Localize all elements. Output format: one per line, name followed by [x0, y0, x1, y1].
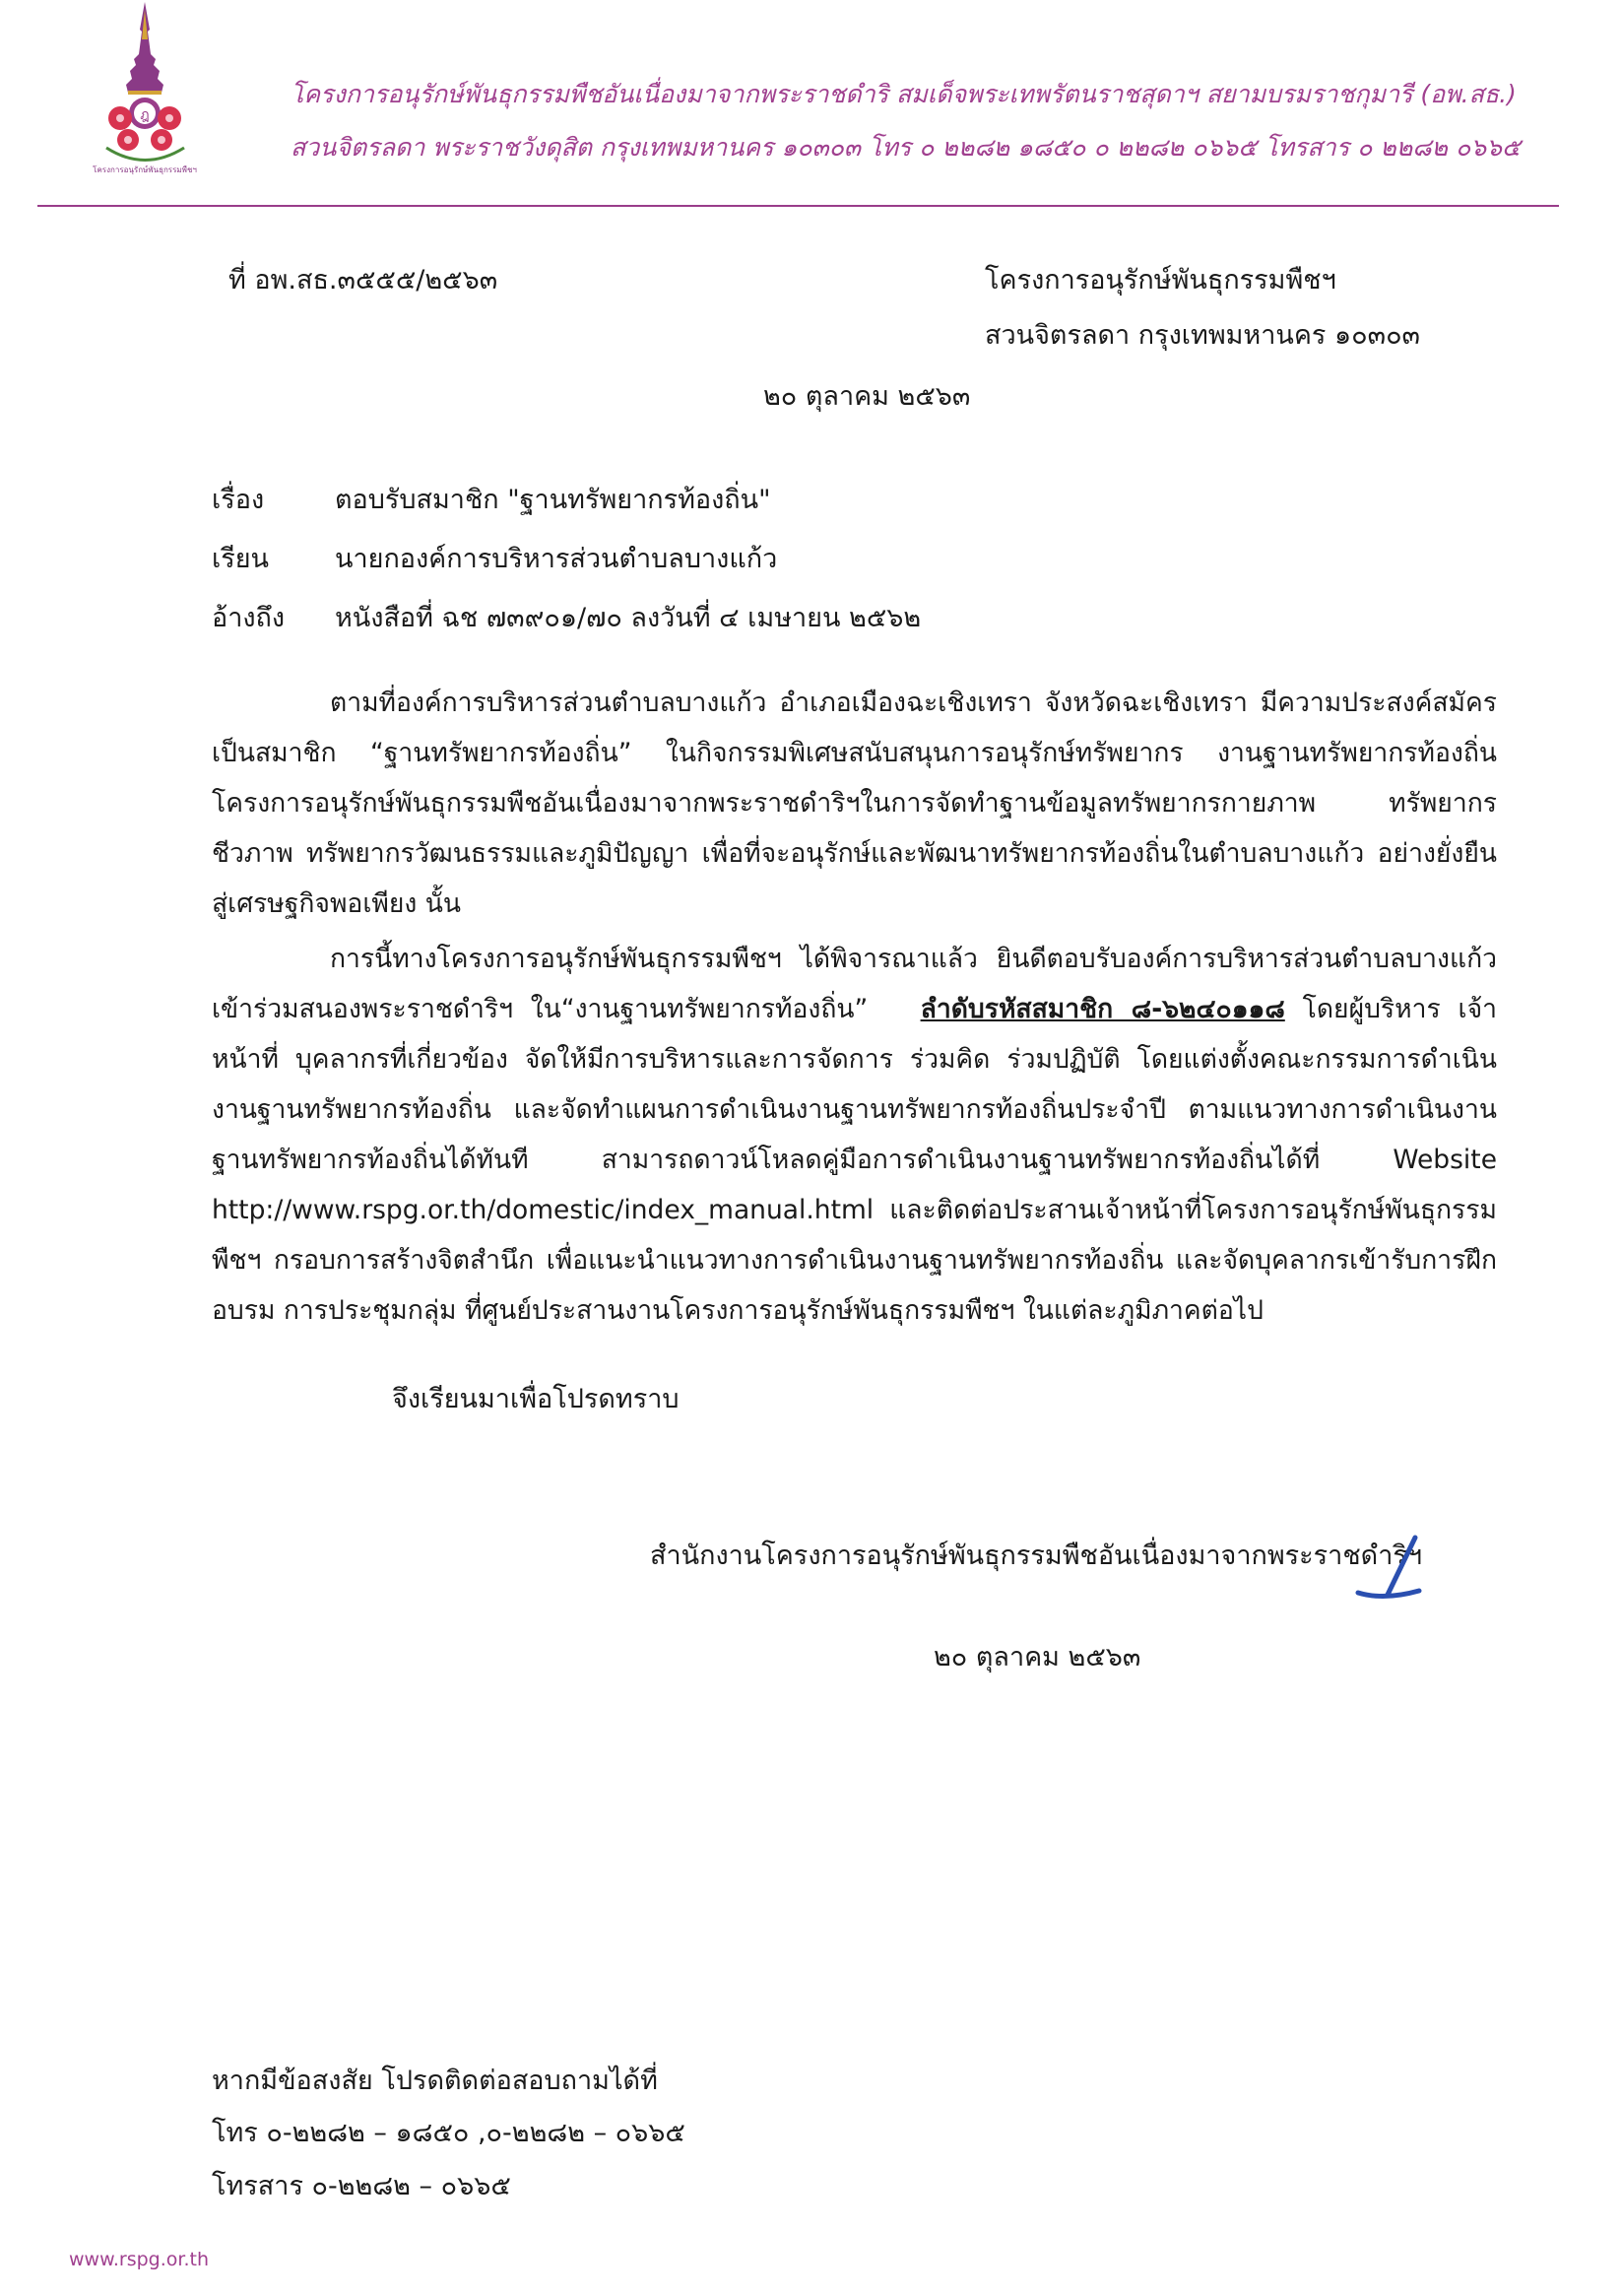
- body-paragraph-1: [212, 678, 1497, 929]
- subject-value: ตอบรับสมาชิก "ฐานทรัพยากรท้องถิ่น": [335, 485, 771, 515]
- recipient-value: นายกองค์การบริหารส่วนตำบลบางแก้ว: [335, 544, 778, 574]
- body-paragraph-1-text: ตามที่องค์การบริหารส่วนตำบลบางแก้ว อำเภอเมืองฉะเชิงเทรา จังหวัดฉะเชิงเทรา มีความประสงค์สมัครเป็นสมาชิก “ฐานทรัพยากรท้องถิ่น” ในกิจกรรมพิเศษสนับสนุนการอนุรักษ์ทรัพยากร งานฐานทรัพยากรท้องถิ่น โครงการอนุรักษ์พันธุกรรมพืชอันเนื่องมาจากพระราชดำริฯในการจัดทำฐานข้อมูลทรัพยากรกายภาพ ทรัพยากรชีวภาพ ทรัพยากรวัฒนธรรมและภูมิปัญญา เพื่อที่จะอนุรักษ์และพัฒนาทรัพยากรท้องถิ่นในตำบลบางแก้ว อย่างยั่งยืนสู่เศรษฐกิจพอเพียง นั้น: [212, 688, 1497, 919]
- sender-address-line2: สวนจิตรลดา กรุงเทพมหานคร ๑๐๓๐๓: [985, 320, 1421, 351]
- body-paragraph-2-text-b: โดยผู้บริหาร เจ้าหน้าที่ บุคลากรที่เกี่ยวข้อง จัดให้มีการบริหารและการจัดการ ร่วมคิด ร่วมปฏิบัติ โดยแต่งตั้งคณะกรรมการดำเนินงานฐานทรัพยากรท้องถิ่น และจัดทำแผนการดำเนินงานฐานทรัพยากรท้องถิ่นประจำปี ตามแนวทางการดำเนินงานฐานทรัพยากรท้องถิ่นได้ทันที สามารถดาวน์โหลดคู่มือการดำเนินงานฐานทรัพยากรท้องถิ่นได้ที่ Website http://www.rspg.or.th/domestic/index_manual.html และติดต่อประสานเจ้าหน้าที่โครงการอนุรักษ์พันธุกรรมพืชฯ กรอบการสร้างจิตสำนึก เพื่อแนะนำแนวทางการดำเนินงานฐานทรัพยากรท้องถิ่น และจัดบุคลากรเข้ารับการฝึกอบรม การประชุมกลุ่ม ที่ศูนย์ประสานงานโครงการอนุรักษ์พันธุกรรมพืชฯ ในแต่ละภูมิภาคต่อไป: [212, 994, 1497, 1326]
- svg-text:โครงการอนุรักษ์พันธุกรรมพืชฯ: โครงการอนุรักษ์พันธุกรรมพืชฯ: [93, 165, 197, 174]
- sender-address-line1: โครงการอนุรักษ์พันธุกรรมพืชฯ: [985, 265, 1336, 295]
- member-code: ลำดับรหัสสมาชิก ๘-๖๒๔๐๑๑๘: [920, 994, 1285, 1024]
- body-paragraph-2-text-a: การนี้ทางโครงการอนุรักษ์พันธุกรรมพืชฯ ได้พิจารณาแล้ว ยินดีตอบรับองค์การบริหารส่วนตำบลบางแก้ว เข้าร่วมสนองพระราชดำริฯ ใน“งานฐานทรัพยากรท้องถิ่น”: [212, 944, 1497, 1024]
- contact-fax: โทรสาร ๐-๒๒๘๒ – ๐๖๖๕: [212, 2171, 511, 2201]
- reference-label: อ้างถึง: [212, 603, 286, 633]
- reference-value: หนังสือที่ ฉช ๗๓๙๐๑/๗๐ ลงวันที่ ๔ เมษายน ๒๕๖๒: [335, 603, 922, 633]
- signature-date: ๒๐ ตุลาคม ๒๕๖๓: [934, 1642, 1141, 1673]
- rspg-emblem-logo: [93, 0, 197, 177]
- letter-date: ๒๐ ตุลาคม ๒๕๖๓: [763, 381, 971, 412]
- reference-number: ที่ อพ.สธ.๓๕๕๕/๒๕๖๓: [228, 265, 498, 295]
- closing-line: จึงเรียนมาเพื่อโปรดทราบ: [392, 1384, 680, 1414]
- letterhead-divider: [37, 205, 1559, 207]
- letterhead-org-name: โครงการอนุรักษ์พันธุกรรมพืชอันเนื่องมาจากพระราชดำริ สมเด็จพระเทพรัตนราชสุดาฯ สยามบรมราชกุมารี (อพ.สธ.): [291, 80, 1517, 108]
- subject-label: เรื่อง: [212, 485, 265, 515]
- signature-mark: [1354, 1532, 1428, 1606]
- website-link[interactable]: www.rspg.or.th: [69, 2249, 210, 2270]
- letterhead: [0, 0, 1621, 212]
- svg-text:ฎ: ฎ: [140, 107, 150, 123]
- contact-heading: หากมีข้อสงสัย โปรดติดต่อสอบถามได้ที่: [212, 2066, 658, 2096]
- signing-office: สำนักงานโครงการอนุรักษ์พันธุกรรมพืชอันเนื่องมาจากพระราชดำริฯ: [650, 1541, 1423, 1571]
- letterhead-address: สวนจิตรลดา พระราชวังดุสิต กรุงเทพมหานคร ๑๐๓๐๓ โทร ๐ ๒๒๘๒ ๑๘๕๐ ๐ ๒๒๘๒ ๐๖๖๕ โทรสาร ๐ ๒๒๘๒ ๐๖๖๕: [291, 133, 1521, 162]
- recipient-label: เรียน: [212, 544, 270, 574]
- body-paragraph-2: [212, 934, 1497, 1336]
- contact-telephone: โทร ๐-๒๒๘๒ – ๑๘๕๐ ,๐-๒๒๘๒ – ๐๖๖๕: [212, 2118, 685, 2148]
